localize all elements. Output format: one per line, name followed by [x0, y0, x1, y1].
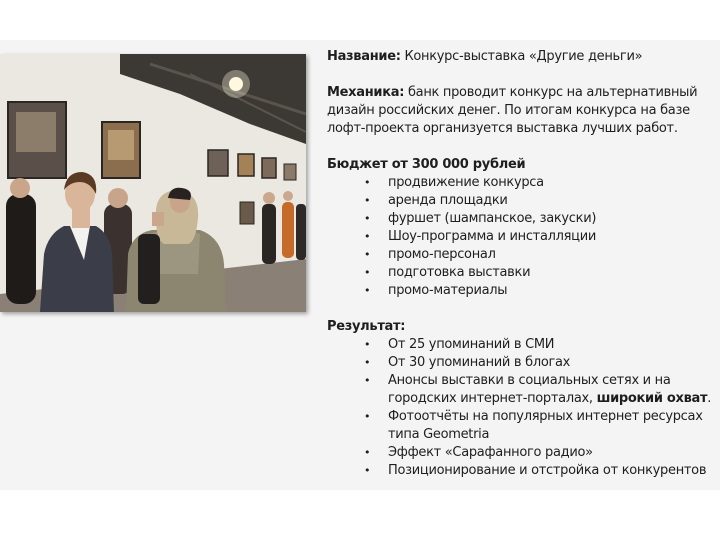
- result-item: [327, 408, 715, 444]
- bullet: •: [364, 230, 371, 243]
- bullet: •: [364, 446, 371, 459]
- bullet: •: [364, 410, 371, 423]
- bullet: •: [364, 194, 371, 207]
- budget-item: [327, 246, 715, 264]
- bullet: •: [364, 356, 371, 369]
- bullet: •: [364, 248, 371, 261]
- bullet: •: [364, 338, 371, 351]
- announcement-prefix: Анонсы выставки в социальных сетях и на городских интернет-порталах,: [388, 373, 671, 406]
- result-item: [327, 372, 715, 408]
- result-item: [327, 462, 715, 480]
- result-heading: Результат:: [327, 319, 406, 334]
- result-item-text: От 25 упоминаний в СМИ: [388, 337, 555, 352]
- budget-list: [327, 174, 715, 300]
- budget-item: [327, 264, 715, 282]
- budget-item-text: промо-материалы: [388, 283, 508, 298]
- announcement-suffix: .: [707, 391, 712, 406]
- name-value: Конкурс-выставка «Другие деньги»: [400, 49, 643, 64]
- budget-item: [327, 282, 715, 300]
- result-item-text: Позиционирование и отстройка от конкурентов: [388, 463, 707, 478]
- result-item-text: Фотоотчёты на популярных интернет ресурсах типа Geometria: [388, 409, 703, 442]
- result-item: [327, 336, 715, 354]
- budget-item-text: фуршет (шампанское, закуски): [388, 211, 597, 226]
- exhibition-photo: [0, 54, 306, 312]
- result-item: [327, 444, 715, 462]
- budget-item-text: промо-персонал: [388, 247, 496, 262]
- name-line: [327, 48, 715, 66]
- announcement-bold: широкий охват: [596, 391, 708, 406]
- budget-item-text: подготовка выставки: [388, 265, 531, 280]
- budget-item: [327, 228, 715, 246]
- budget-item-text: продвижение конкурса: [388, 175, 544, 190]
- budget-item: [327, 192, 715, 210]
- result-item-text: От 30 упоминаний в блогах: [388, 355, 571, 370]
- mechanics-text: банк проводит конкурс на альтернативный дизайн российских денег. По итогам конкурса на базе лофт-проекта организуется выставка лучших работ.: [327, 85, 698, 136]
- budget-heading: Бюджет от 300 000 рублей: [327, 157, 526, 172]
- bullet: •: [364, 212, 371, 225]
- mechanics-label: Механика:: [327, 85, 405, 100]
- result-item-text: Эффект «Сарафанного радио»: [388, 445, 593, 460]
- name-label: Название:: [327, 49, 401, 64]
- bullet: •: [364, 284, 371, 297]
- bullet: •: [364, 266, 371, 279]
- bullet: •: [364, 464, 371, 477]
- budget-item-text: аренда площадки: [388, 193, 508, 208]
- budget-item: [327, 174, 715, 192]
- budget-item: [327, 210, 715, 228]
- mechanics-paragraph: [327, 84, 715, 138]
- bullet: •: [364, 374, 371, 387]
- budget-item-text: Шоу-программа и инсталляции: [388, 229, 597, 244]
- result-item: [327, 354, 715, 372]
- text-column: [327, 48, 715, 480]
- bullet: •: [364, 176, 371, 189]
- result-list: [327, 336, 715, 480]
